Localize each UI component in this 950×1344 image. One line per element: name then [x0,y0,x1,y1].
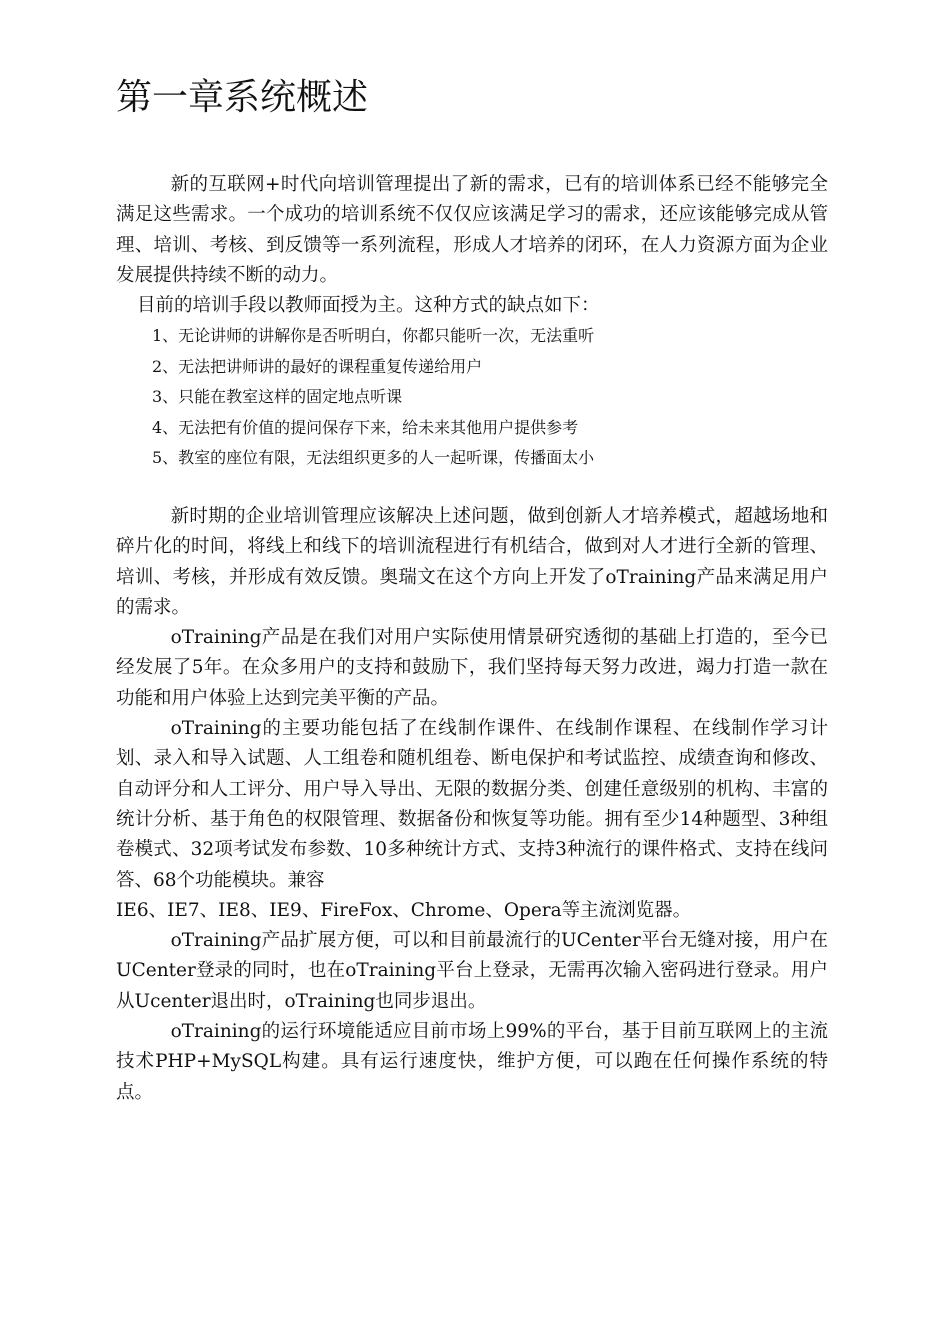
intro-paragraph: 新的互联网+时代向培训管理提出了新的需求，已有的培训体系已经不能够完全满足这些需求。一个成功的培训系统不仅仅应该满足学习的需求，还应该能够完成从管理、培训、考核、到反馈等一系列流程，形成人才培养的闭环，在人力资源方面为企业发展提供持续不断的动力。 [116,174,828,286]
browser-support-text: IE6、IE7、IE8、IE9、FireFox、Chrome、Opera等主流浏览器。 [116,899,692,921]
features-paragraph [116,714,828,926]
shortcomings-lead: 目前的培训手段以教师面授为主。这种方式的缺点如下： [137,295,600,317]
new-era-paragraph: 新时期的企业培训管理应该解决上述问题，做到创新人才培养模式，超越场地和碎片化的时间，将线上和线下的培训流程进行有机结合，做到对人才进行全新的管理、培训、考核，并形成有效反馈。奥瑞文在这个方向上开发了oTraining产品来满足用户的需求。 [116,505,828,618]
chapter-title: 第一章系统概述 [116,77,369,118]
features-text: oTraining的主要功能包括了在线制作课件、在线制作课程、在线制作学习计划、录入和导入试题、人工组卷和随机组卷、断电保护和考试监控、成绩查询和修改、自动评分和人工评分、用户导入导出、无限的数据分类、创建任意级别的机构、丰富的统计分析、基于角色的权限管理、数据备份和恢复等功能。拥有至少14种题型、3种组卷模式、32项考试发布参数、10多种统计方式、支持3种流行的课件格式、支持在线问答、68个功能模块。兼容 [116,718,828,891]
ucenter-paragraph: oTraining产品扩展方便，可以和目前最流行的UCenter平台无缝对接，用户在UCenter登录的同时，也在oTraining平台上登录，无需再次输入密码进行登录。用户从Ucenter退出时，oTraining也同步退出。 [116,930,828,1012]
document-body [116,170,828,1108]
list-item: 4、无法把有价值的提问保存下来，给未来其他用户提供参考 [152,417,579,437]
shortcomings-list [116,321,828,474]
list-item: 2、无法把讲师讲的最好的课程重复传递给用户 [152,356,483,376]
list-item: 5、教室的座位有限，无法组织更多的人一起听课，传播面太小 [152,448,595,468]
paragraph-spacer [116,474,828,502]
list-item: 1、无论讲师的讲解你是否听明白，你都只能听一次，无法重听 [152,326,595,346]
list-item: 3、只能在教室这样的固定地点听课 [152,387,403,407]
product-history-paragraph: oTraining产品是在我们对用户实际使用情景研究透彻的基础上打造的，至今已经发展了5年。在众多用户的支持和鼓励下，我们坚持每天努力改进，竭力打造一款在功能和用户体验上达到完美平衡的产品。 [116,627,828,709]
environment-paragraph: oTraining的运行环境能适应目前市场上99%的平台，基于目前互联网上的主流技术PHP+MySQL构建。具有运行速度快，维护方便，可以跑在任何操作系统的特点。 [116,1021,828,1103]
